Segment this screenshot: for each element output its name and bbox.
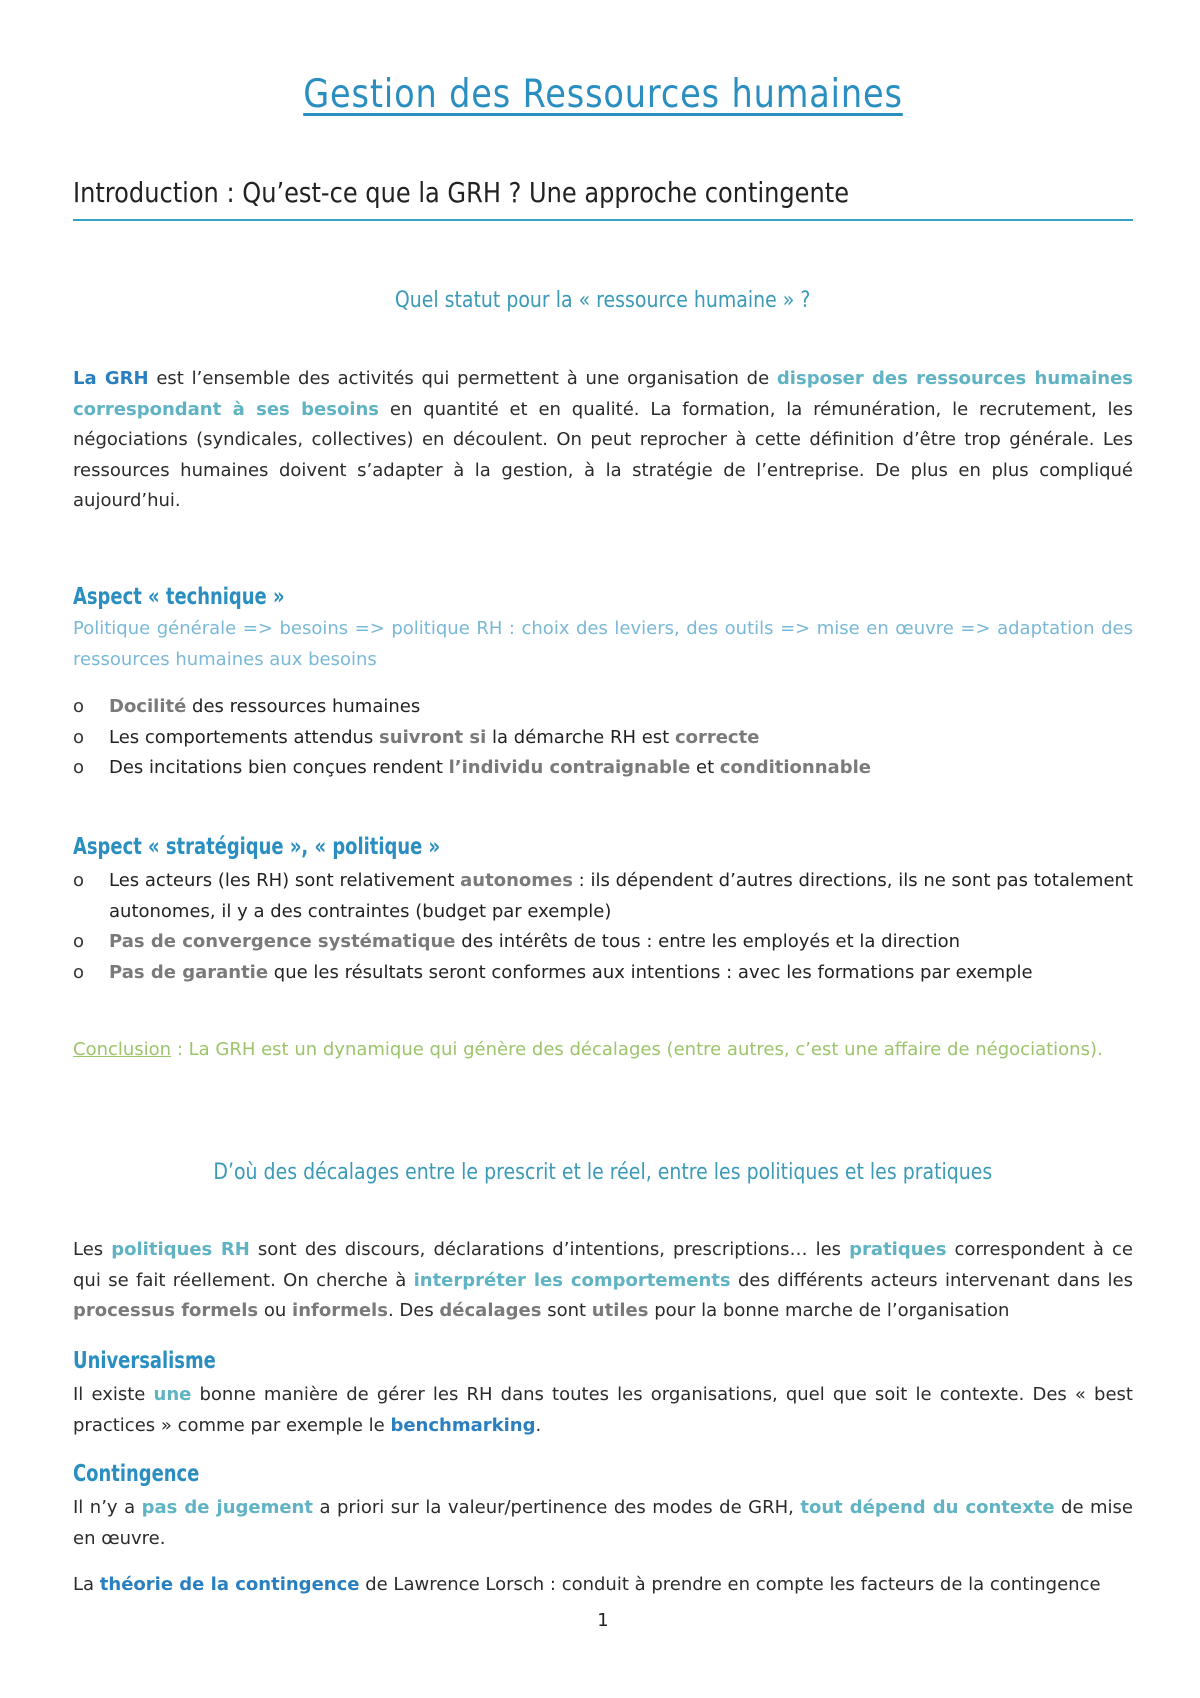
text: de Lawrence Lorsch : conduit à prendre en compte les facteurs de la contingence <box>359 1574 1101 1595</box>
text: que les résultats seront conformes aux intentions : avec les formations par exemple <box>268 961 1033 983</box>
paragraph-theorie-contingence <box>73 1570 1133 1601</box>
section-heading-statut <box>73 288 1133 313</box>
conclusion-label: Conclusion <box>73 1039 172 1060</box>
text: Il n’y a <box>73 1497 142 1518</box>
bold-term: théorie de la contingence <box>99 1574 360 1595</box>
term-disposer: disposer des ressources humaines correspondant à ses besoins <box>73 368 1133 420</box>
text: ou <box>258 1300 293 1321</box>
bold-term: une <box>153 1384 192 1405</box>
bold-term: informels <box>292 1300 388 1321</box>
text: des différents acteurs intervenant dans les <box>730 1269 1133 1291</box>
text: est l’ensemble des activités qui permettent à une organisation de <box>148 368 777 389</box>
bold-term: processus formels <box>73 1300 259 1321</box>
bold-term: tout dépend du contexte <box>800 1497 1055 1518</box>
section-heading-decalages-text: D’où des décalages entre le prescrit et le réel, entre les politiques et les pratiques <box>213 1160 993 1185</box>
section-heading-statut-text: Quel statut pour la « ressource humaine » ? <box>395 288 811 313</box>
text: pour la bonne marche de l’organisation <box>648 1300 1010 1321</box>
paragraph-contingence <box>73 1493 1133 1554</box>
page-number: 1 <box>597 1610 609 1631</box>
text: Les comportements attendus <box>109 726 380 748</box>
bold-term: pas de jugement <box>141 1497 313 1518</box>
text: des ressources humaines <box>186 696 421 717</box>
text: La <box>73 1574 100 1595</box>
bold-term: l’individu contraignable <box>448 757 691 778</box>
text: en quantité et en qualité. La formation, la rémunération, le recrutement, les négociations (syndicales, collectives) en découlent. On peut reprocher à cette définition d’être trop générale. Les ressources humaines doivent s’adapter à la gestion, à la stratégie de l’entreprise. De plus en plus compliqué aujourd’hui. <box>73 398 1133 511</box>
list-item <box>73 866 1133 927</box>
list-item <box>73 723 1133 754</box>
heading-universalisme <box>73 1348 256 1374</box>
bold-term: conditionnable <box>719 757 871 778</box>
bold-term: utiles <box>591 1300 649 1321</box>
bold-term: Pas de garantie <box>109 961 269 983</box>
text: a priori sur la valeur/pertinence des modes de GRH, <box>312 1497 801 1518</box>
document-title: Gestion des Ressources humaines <box>303 72 903 117</box>
conclusion-text: : La GRH est un dynamique qui génère des décalages (entre autres, c’est une affaire de négociations). <box>171 1039 1103 1060</box>
bold-term: Docilité <box>109 696 187 717</box>
text: des intérêts de tous : entre les employés et la direction <box>455 931 961 952</box>
text: et <box>690 757 720 778</box>
list-aspect-strategique <box>73 866 1133 988</box>
bold-term: suivront si <box>379 726 487 748</box>
text: bonne manière de gérer les RH dans toutes les organisations, quel que soit le contexte. Des « best practices » comme par exemple le <box>73 1384 1133 1436</box>
intro-heading <box>73 176 1133 221</box>
heading-aspect-strategique-text: Aspect « stratégique », « politique » <box>73 834 441 860</box>
text: Les <box>73 1239 112 1260</box>
heading-aspect-strategique <box>73 834 544 860</box>
text: sont des discours, déclarations d’intentions, prescriptions… les <box>249 1239 850 1260</box>
list-aspect-technique <box>73 692 1133 784</box>
bold-term: interpréter les comportements <box>413 1269 731 1291</box>
heading-universalisme-text: Universalisme <box>73 1348 216 1374</box>
bold-term: pratiques <box>849 1239 947 1260</box>
text: de mise en œuvre. <box>73 1497 1134 1549</box>
text: la démarche RH est <box>486 726 675 748</box>
heading-aspect-technique-text: Aspect « technique » <box>73 584 285 610</box>
bold-term: décalages <box>439 1300 542 1321</box>
text: . <box>535 1414 542 1436</box>
heading-aspect-technique <box>73 584 344 610</box>
bold-term: autonomes <box>460 870 573 891</box>
bold-term: Pas de convergence systématique <box>109 931 456 952</box>
bold-term: politiques RH <box>111 1239 250 1260</box>
heading-contingence-text: Contingence <box>73 1461 200 1487</box>
text: . Des <box>387 1300 440 1321</box>
paragraph-universalisme <box>73 1380 1133 1441</box>
bold-term: correcte <box>674 726 760 748</box>
term-grh: La GRH <box>73 368 149 389</box>
bold-term: benchmarking <box>390 1414 536 1436</box>
list-item <box>73 753 1133 784</box>
list-item <box>73 927 1133 958</box>
section-heading-decalages <box>73 1160 1133 1185</box>
heading-contingence <box>73 1461 235 1487</box>
text: sont <box>541 1300 592 1321</box>
text: Des incitations bien conçues rendent <box>109 757 449 778</box>
text: Il existe <box>73 1384 154 1405</box>
text: Les acteurs (les RH) sont relativement <box>109 870 461 891</box>
list-item <box>73 692 1133 723</box>
intro-heading-text: Introduction : Qu’est-ce que la GRH ? Une approche contingente <box>73 176 850 209</box>
text: : ils dépendent d’autres directions, ils ne sont pas totalement autonomes, il y a des contraintes (budget par exemple) <box>109 870 1133 922</box>
list-item <box>73 958 1133 989</box>
paragraph-grh-definition <box>73 364 1133 517</box>
paragraph-politiques-pratiques <box>73 1235 1133 1327</box>
document-page <box>73 0 1133 1698</box>
text: correspondent à ce qui se fait réellement. On cherche à <box>73 1239 1133 1291</box>
conclusion-paragraph <box>73 1035 1133 1066</box>
aspect-technique-subtext: Politique générale => besoins => politique RH : choix des leviers, des outils => mise en œuvre => adaptation des ressources humaines aux besoins <box>73 618 1133 670</box>
